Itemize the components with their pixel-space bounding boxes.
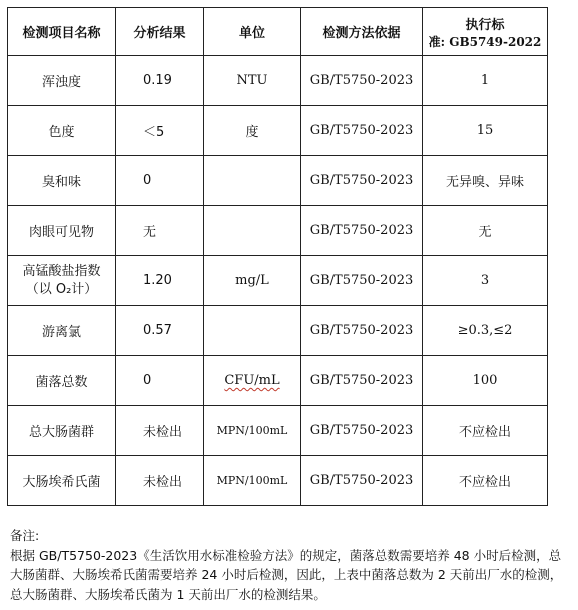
table-row-total-coliforms [8, 406, 548, 456]
cell-unit: 度 [204, 106, 301, 156]
cell-item: 大肠埃希氏菌 [8, 456, 116, 506]
cell-result: ＜5 [116, 106, 204, 156]
header-standard-line1: 执行标 [465, 17, 505, 33]
table-row-turbidity [8, 56, 548, 106]
cell-standard: 不应检出 [423, 406, 548, 456]
cell-item-line1: 高锰酸盐指数 [22, 263, 101, 279]
header-result: 分析结果 [116, 8, 204, 56]
cell-item-line2: （以 O₂计） [25, 281, 98, 297]
cell-method: GB/T5750-2023 [301, 206, 423, 256]
cell-item [8, 256, 116, 306]
cell-unit: NTU [204, 56, 301, 106]
cell-unit: MPN/100mL [204, 456, 301, 506]
water-quality-table [7, 7, 548, 506]
remarks-text: 根据 GB/T5750-2023《生活饮用水标准检验方法》的规定，菌落总数需要培养 48 小时后检测，总大肠菌群、大肠埃希氏菌需要培养 24 小时后检测，因此，上表中菌落总数为 2 天前出厂水的检测，总大肠菌群、大肠埃希氏菌为 1 天前出厂水的检测结果。 [10, 547, 563, 602]
cell-unit: MPN/100mL [204, 406, 301, 456]
cell-item: 臭和味 [8, 156, 116, 206]
cell-unit [204, 156, 301, 206]
cell-unit: mg/L [204, 256, 301, 306]
cell-standard: 3 [423, 256, 548, 306]
cell-result: 1.20 [116, 256, 204, 306]
cell-method: GB/T5750-2023 [301, 56, 423, 106]
remarks [10, 526, 572, 604]
cell-method: GB/T5750-2023 [301, 456, 423, 506]
table-row-e-coli [8, 456, 548, 506]
cell-method: GB/T5750-2023 [301, 406, 423, 456]
cell-unit [204, 206, 301, 256]
cell-method: GB/T5750-2023 [301, 256, 423, 306]
header-standard [423, 8, 548, 56]
cell-result: 0 [116, 356, 204, 406]
cell-result: 0.19 [116, 56, 204, 106]
cell-item: 总大肠菌群 [8, 406, 116, 456]
cell-unit-text: CFU/mL [224, 373, 280, 388]
cell-result: 未检出 [116, 456, 204, 506]
cell-item: 色度 [8, 106, 116, 156]
cell-standard: 无异嗅、异味 [423, 156, 548, 206]
remarks-title: 备注: [10, 528, 40, 543]
header-standard-line2: 准: GB5749-2022 [428, 34, 542, 49]
cell-result: 0.57 [116, 306, 204, 356]
cell-standard: 15 [423, 106, 548, 156]
cell-method: GB/T5750-2023 [301, 306, 423, 356]
cell-standard: 100 [423, 356, 548, 406]
cell-unit [204, 306, 301, 356]
cell-result: 未检出 [116, 406, 204, 456]
table-row-colony-count [8, 356, 548, 406]
header-item-name: 检测项目名称 [8, 8, 116, 56]
cell-result: 0 [116, 156, 204, 206]
table-row-odor [8, 156, 548, 206]
table-row-color [8, 106, 548, 156]
cell-standard: 无 [423, 206, 548, 256]
table-row-permanganate [8, 256, 548, 306]
cell-item: 游离氯 [8, 306, 116, 356]
cell-standard: 1 [423, 56, 548, 106]
cell-method: GB/T5750-2023 [301, 106, 423, 156]
cell-item: 浑浊度 [8, 56, 116, 106]
cell-method: GB/T5750-2023 [301, 356, 423, 406]
cell-method: GB/T5750-2023 [301, 156, 423, 206]
cell-item: 菌落总数 [8, 356, 116, 406]
header-row [8, 8, 548, 56]
cell-standard: 不应检出 [423, 456, 548, 506]
table-row-visible-matter [8, 206, 548, 256]
table-row-free-chlorine [8, 306, 548, 356]
cell-unit [204, 356, 301, 406]
cell-standard: ≥0.3,≤2 [423, 306, 548, 356]
cell-item: 肉眼可见物 [8, 206, 116, 256]
cell-result: 无 [116, 206, 204, 256]
header-unit: 单位 [204, 8, 301, 56]
header-method: 检测方法依据 [301, 8, 423, 56]
